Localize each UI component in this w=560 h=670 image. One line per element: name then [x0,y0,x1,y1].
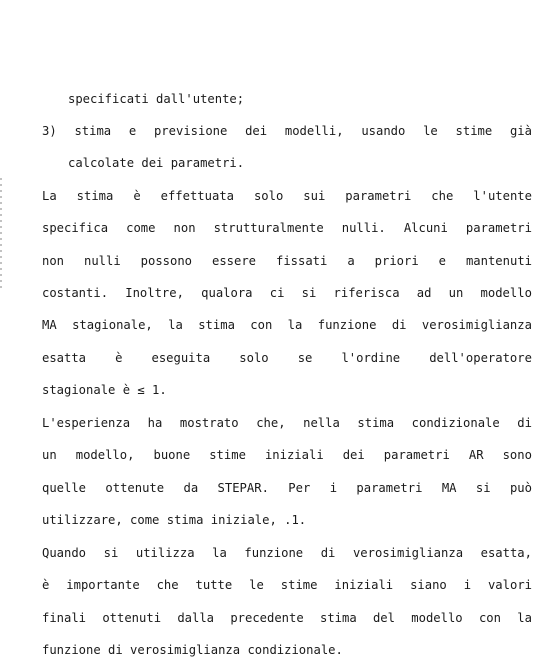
text-line [42,610,532,626]
word: solo [253,189,284,203]
text-line: calcolate dei parametri. [68,156,245,170]
text-line [42,577,532,593]
word: costanti. [42,286,109,300]
word: 3) [42,124,57,138]
word: parametri [356,481,423,495]
word: la [287,318,303,332]
word: stime [209,448,246,462]
word: nulli. [341,221,386,235]
scan-edge-mark [0,178,2,288]
word: si [103,546,119,560]
text-line: stagionale è ≤ 1. [42,383,167,397]
word: stime [280,578,318,592]
text-line [42,317,532,333]
word: STEPAR. [217,481,269,495]
word: funzione [244,546,304,560]
word: un [448,286,464,300]
word: La [42,189,57,203]
word: la [517,611,532,625]
text-line: funzione di verosimiglianza condizionale. [42,643,343,657]
word: ottenute [105,481,165,495]
word: nella [303,416,340,430]
word: modello [480,286,532,300]
word: da [183,481,199,495]
word: eseguita [151,351,211,365]
word: mantenuti [465,254,532,268]
word: solo [239,351,269,365]
word: finali [42,611,87,625]
word: possono [140,254,193,268]
word: essere [211,254,257,268]
word: è [133,189,141,203]
word: valori [487,578,532,592]
word: si [475,481,491,495]
word: strutturalmente [213,221,324,235]
word: Alcuni [403,221,448,235]
word: Inoltre, [125,286,184,300]
word: parametri [465,221,532,235]
word: stima [319,611,357,625]
word: ad [416,286,432,300]
word: modello, [75,448,135,462]
word: di [391,318,407,332]
word: usando [361,124,406,138]
word: che, [256,416,286,430]
text-line [42,253,532,269]
word: siano [410,578,447,592]
text-line [42,545,532,561]
word: condizionale [411,416,500,430]
word: modello [411,611,463,625]
word: nulli [83,254,121,268]
word: Per [288,481,311,495]
word: riferisca [333,286,400,300]
text-line [42,188,532,204]
word: con [250,318,273,332]
word: ha [147,416,163,430]
word: stime [455,124,493,138]
text-line [42,350,532,366]
word: MA [42,318,57,332]
word: iniziali [264,448,324,462]
word: stima [198,318,235,332]
word: che [431,189,454,203]
word: la [212,546,227,560]
word: utilizza [135,546,195,560]
word: funzione [317,318,377,332]
word: i [329,481,338,495]
word: ci [269,286,285,300]
word: L'esperienza [42,416,131,430]
word: può [509,481,532,495]
word: stagionale, [72,318,153,332]
word: parametri [383,448,450,462]
word: e [438,254,446,268]
word: importante [66,578,140,592]
text-line [42,415,532,431]
word: modelli, [284,124,344,138]
word: e [128,124,137,138]
text-line [42,285,532,301]
word: qualora [201,286,253,300]
word: con [478,611,501,625]
word: dei [342,448,365,462]
word: Quando [42,546,87,560]
word: è [115,351,123,365]
word: la [168,318,183,332]
word: stima [76,189,114,203]
word: effettuata [160,189,234,203]
word: non [173,221,196,235]
word: si [301,286,317,300]
word: esatta [42,351,87,365]
word: già [509,124,532,138]
word: non [42,254,65,268]
word: l'utente [473,189,532,203]
word: le [249,578,264,592]
word: l'ordine [341,351,401,365]
word: AR [468,448,484,462]
word: dalla [177,611,215,625]
word: del [372,611,395,625]
word: stima [74,124,112,138]
text-line: utilizzare, come stima iniziale, .1. [42,513,307,527]
word: che [156,578,179,592]
word: quelle [42,481,87,495]
word: i [463,578,472,592]
text-line [42,123,532,139]
text-line [42,220,532,236]
text-line [42,447,532,463]
word: dell'operatore [429,351,532,365]
word: stima [357,416,395,430]
word: verosimiglianza [421,318,532,332]
word: fissati [275,254,328,268]
word: esatta, [480,546,532,560]
word: dei [245,124,268,138]
word: un [42,448,57,462]
word: le [423,124,438,138]
word: sui [303,189,326,203]
word: specifica [42,221,109,235]
word: è [42,578,50,592]
word: di [517,416,532,430]
word: come [126,221,156,235]
word: sono [502,448,532,462]
word: iniziali [334,578,394,592]
word: priori [374,254,419,268]
word: precedente [230,611,304,625]
word: a [347,254,355,268]
word: mostrato [179,416,239,430]
word: previsione [153,124,228,138]
word: ottenuti [102,611,162,625]
text-line [42,480,532,496]
text-line: specificati dall'utente; [68,92,245,106]
word: di [320,546,336,560]
word: verosimiglianza [352,546,464,560]
word: MA [441,481,457,495]
word: parametri [345,189,412,203]
word: buone [153,448,191,462]
word: se [297,351,313,365]
word: tutte [195,578,233,592]
